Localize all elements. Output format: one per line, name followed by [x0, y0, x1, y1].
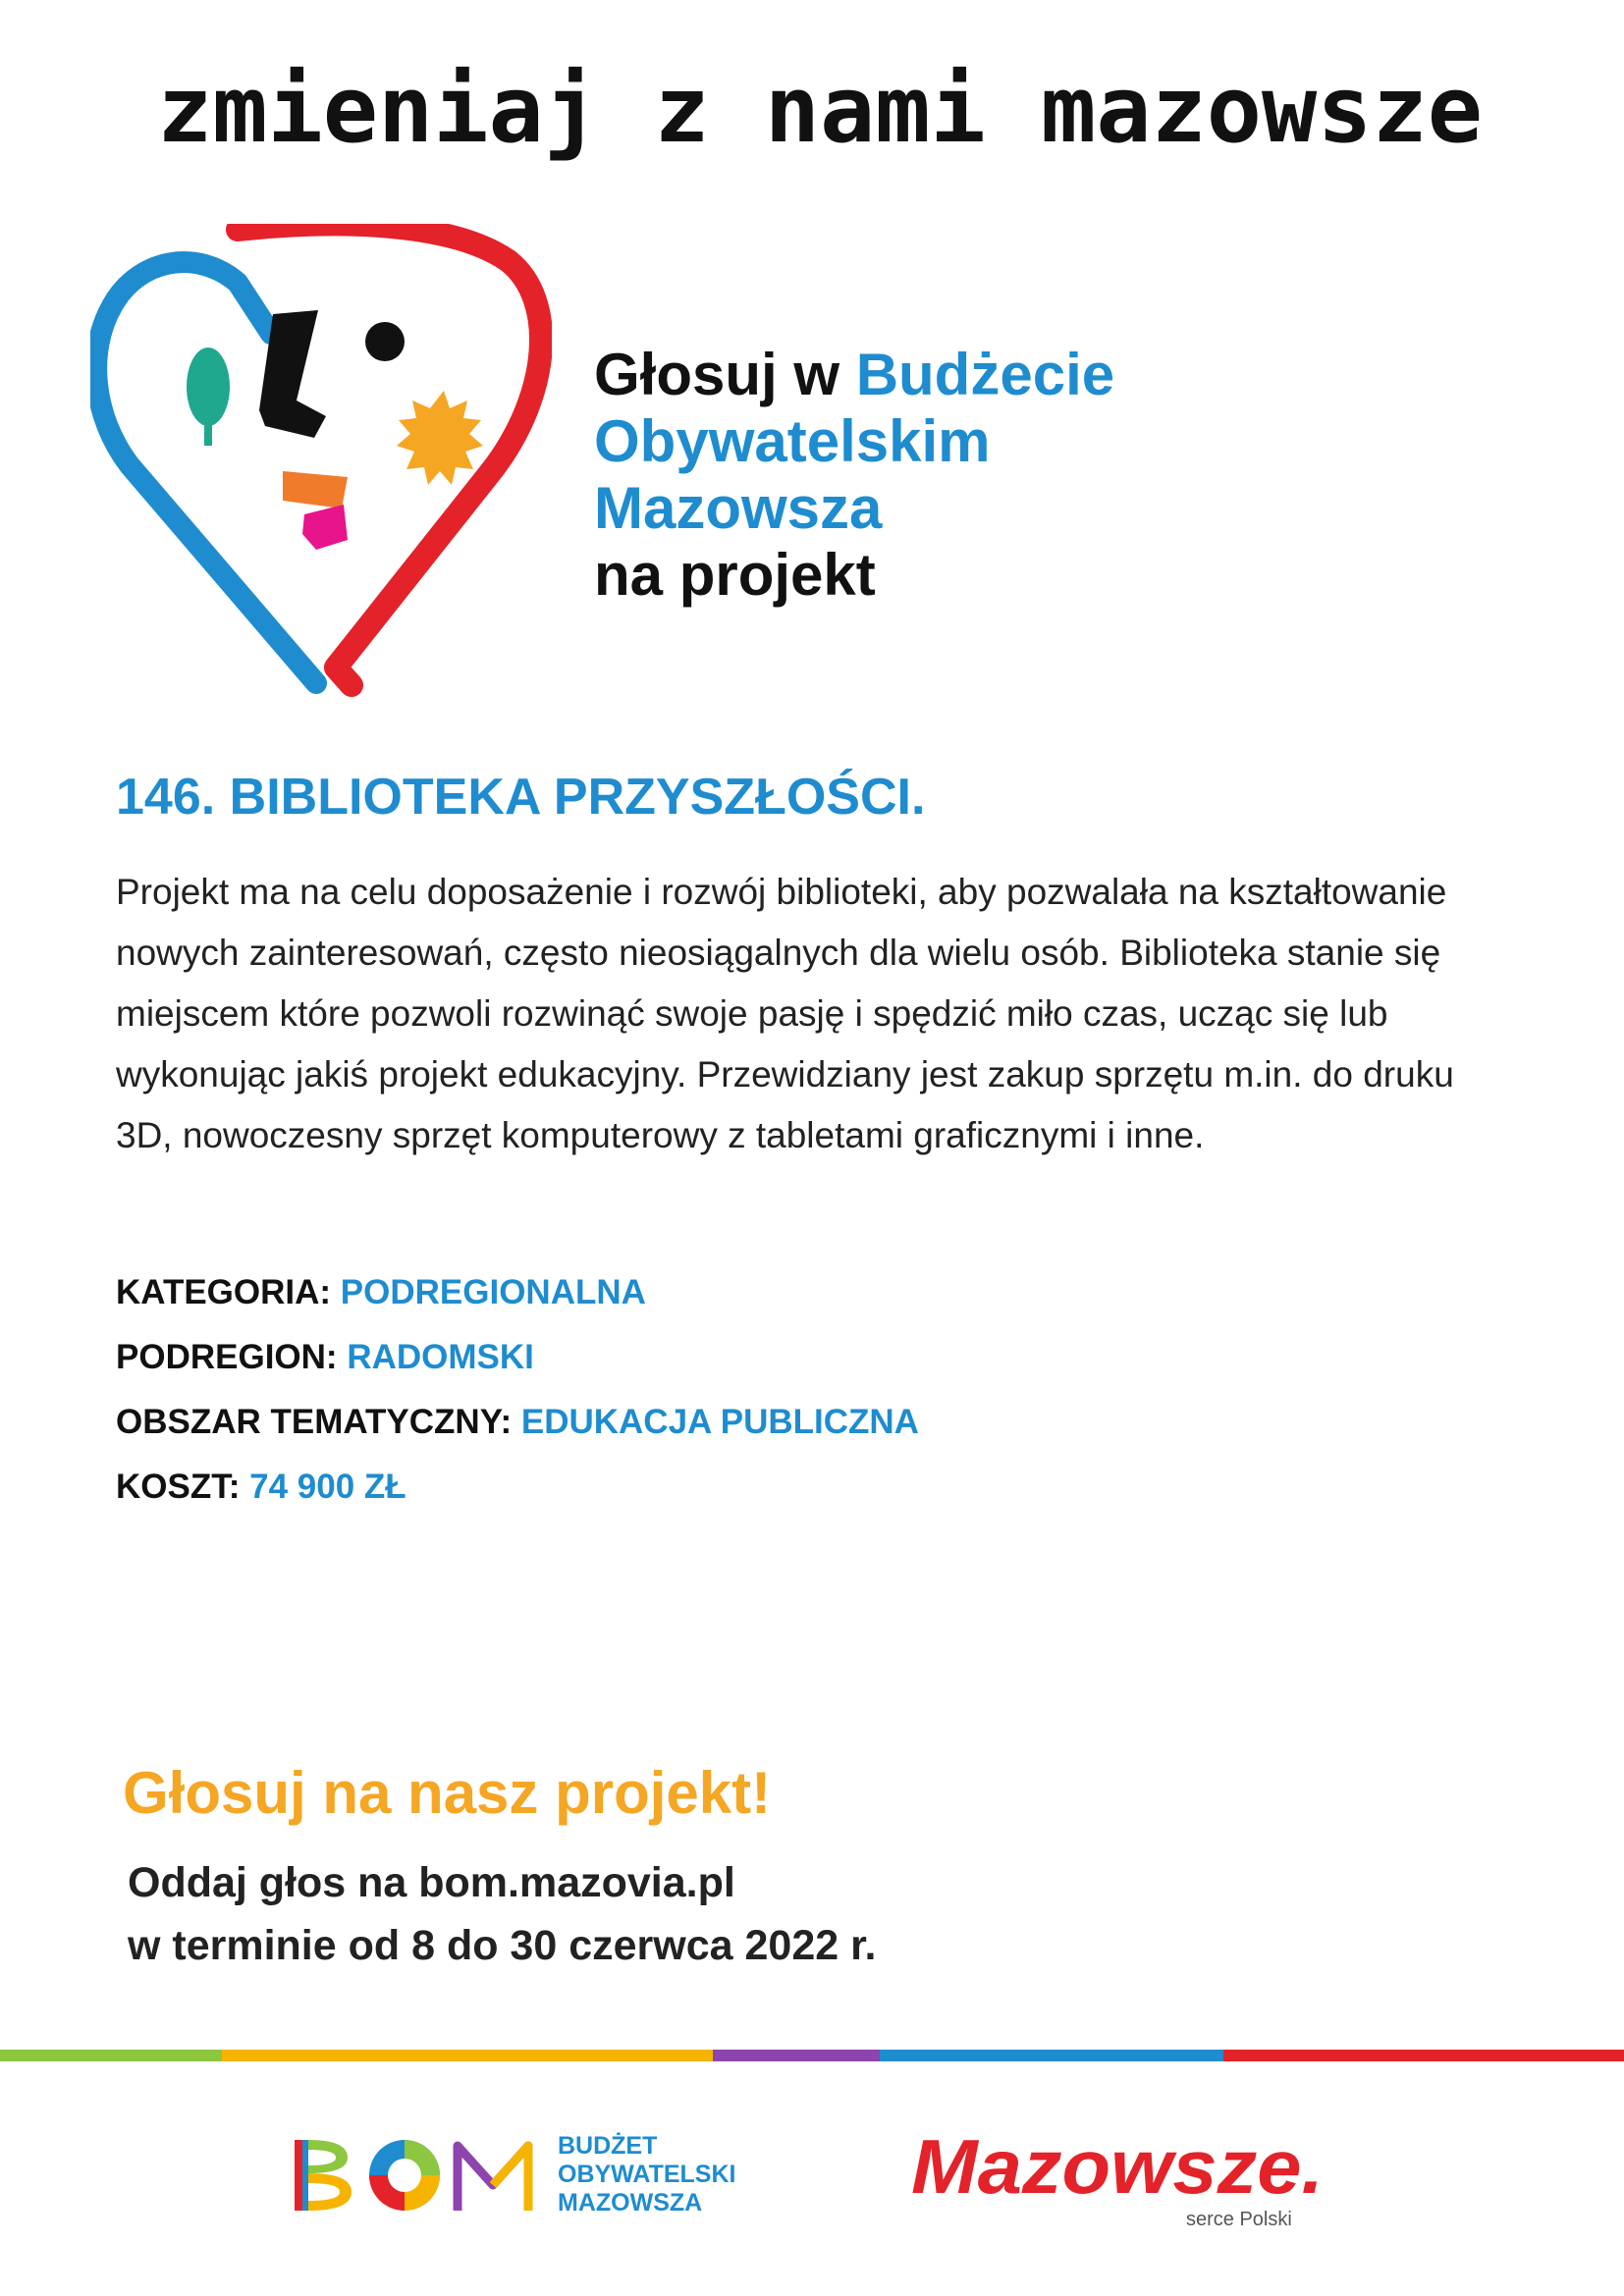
headline [594, 342, 1114, 609]
meta-row-category [116, 1268, 919, 1333]
meta-row-subregion [116, 1333, 919, 1398]
meta-label: KATEGORIA: [116, 1273, 332, 1311]
meta-label: OBSZAR TEMATYCZNY: [116, 1403, 513, 1441]
mazowsze-logo-text: Mazowsze. [911, 2123, 1324, 2210]
bom-line-2: OBYWATELSKI [558, 2161, 736, 2188]
meta-label: KOSZT: [116, 1468, 241, 1506]
cta-line-1: Oddaj głos na bom.mazovia.pl [128, 1859, 735, 1906]
meta-value: PODREGIONALNA [340, 1273, 646, 1311]
slogan [157, 65, 1492, 163]
bom-text [558, 2132, 735, 2217]
bom-line-3: MAZOWSZA [558, 2189, 703, 2216]
headline-vote-text: Głosuj w [594, 342, 856, 407]
cta-title: Głosuj na nasz projekt! [123, 1760, 772, 1826]
headline-line-2: Obywatelskim [594, 408, 991, 474]
stripe-green [0, 2050, 222, 2061]
headline-budget-text: Budżecie [855, 342, 1115, 407]
mazowsze-tagline: serce Polski [1186, 2209, 1292, 2230]
meta-value: RADOMSKI [347, 1338, 534, 1376]
cta-line-2: w terminie od 8 do 30 czerwca 2022 r. [128, 1922, 877, 1969]
meta-value: 74 900 ZŁ [249, 1468, 406, 1506]
project-description: Projekt ma na celu doposażenie i rozwój biblioteki, aby pozwalała na kształtowanie nowych zainteresowań, często nieosiągalnych dla wielu osób. Biblioteka stanie się miejscem które pozwoli rozwinąć swoje pasję i spędzić miło czas, ucząc się lub wykonując jakiś projekt edukacyjny. Przewidziany jest zakup sprzętu m.in. do druku 3D, nowoczesny sprzęt komputerowy z tabletami graficznymi i inne. [116, 872, 1454, 1155]
heart-face-logo-icon [90, 224, 552, 713]
headline-line-4: na projekt [594, 542, 876, 608]
meta-value: EDUKACJA PUBLICZNA [520, 1403, 919, 1441]
meta-label: PODREGION: [116, 1338, 338, 1376]
color-stripe [0, 2050, 1624, 2061]
bom-logo-icon [293, 2130, 577, 2218]
meta-row-theme [116, 1398, 919, 1463]
stripe-blue [880, 2050, 1223, 2061]
bom-line-1: BUDŻET [558, 2132, 658, 2160]
headline-line-1 [594, 342, 1114, 408]
project-meta [116, 1268, 919, 1527]
stripe-yellow [222, 2050, 713, 2061]
stripe-red [1223, 2050, 1624, 2061]
stripe-purple [713, 2050, 880, 2061]
slogan-text: zmieniaj z nami mazowsze [157, 65, 1483, 163]
project-title: 146. BIBLIOTEKA PRZYSZŁOŚCI. [116, 769, 926, 826]
headline-line-3: Mazowsza [594, 475, 883, 541]
cta-details [128, 1851, 876, 1977]
meta-row-cost [116, 1463, 919, 1527]
